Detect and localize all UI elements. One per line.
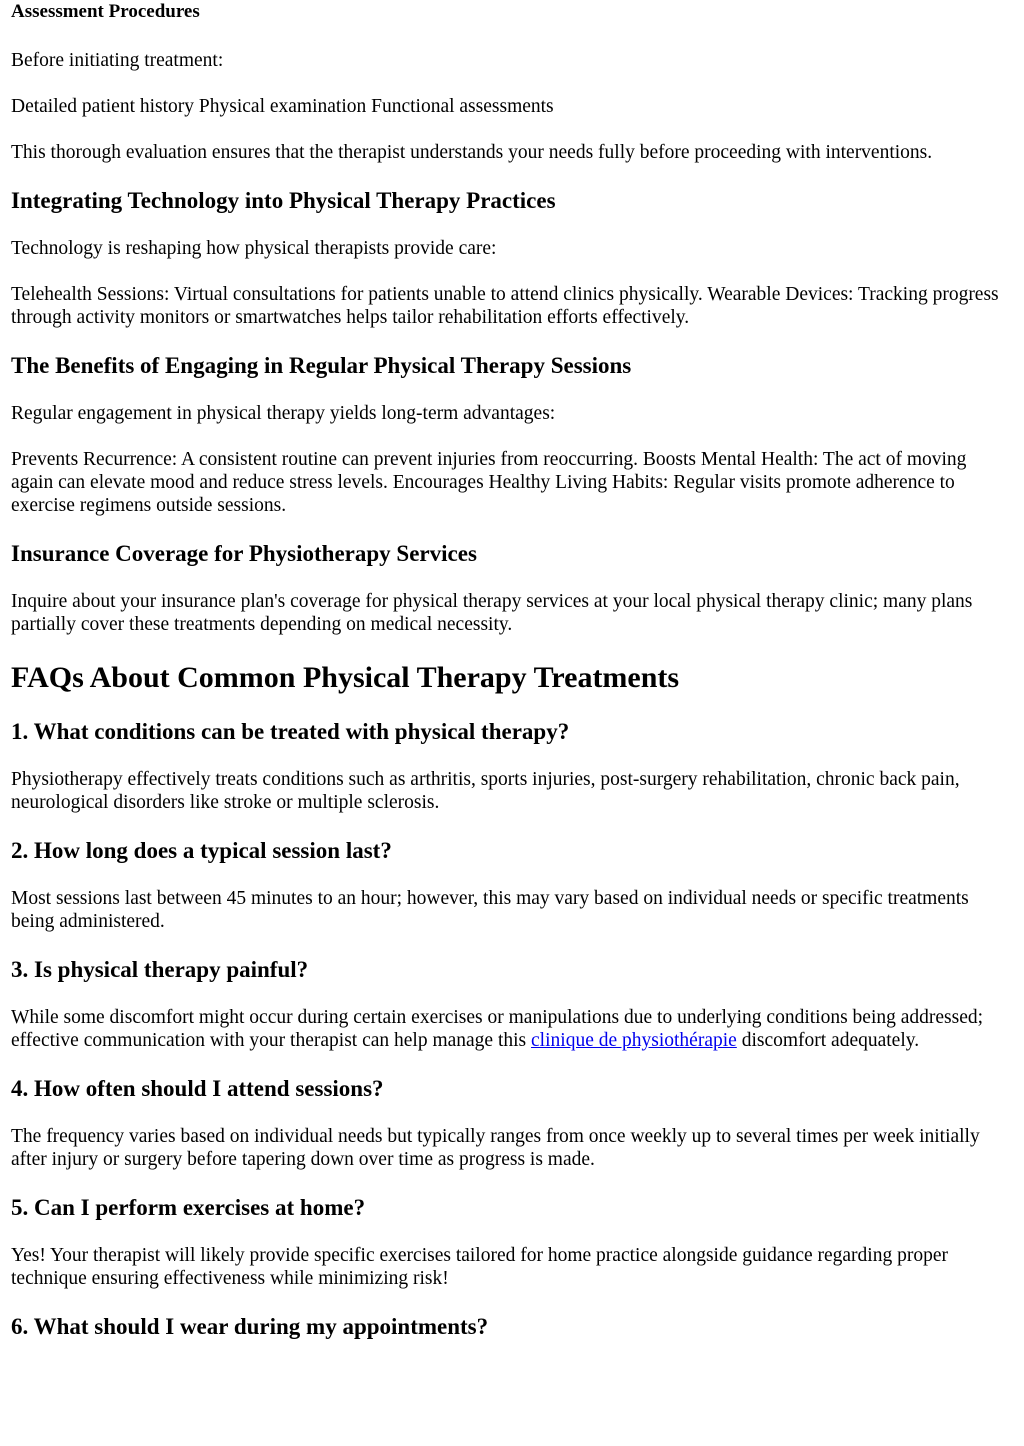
physiotherapy-clinic-link[interactable]: clinique de physiothérapie	[531, 1030, 737, 1051]
technology-body: Telehealth Sessions: Virtual consultations for patients unable to attend clinics physically. Wearable Devices: Tracking progress through activity monitors or smartwatches helps tailor rehabilitation efforts effectively.	[11, 284, 999, 328]
faq-heading: FAQs About Common Physical Therapy Treatments	[11, 661, 680, 694]
faq-question-2: 2. How long does a typical session last?	[11, 838, 392, 863]
assessment-heading: Assessment Procedures	[11, 1, 200, 22]
insurance-body: Inquire about your insurance plan's coverage for physical therapy services at your local physical therapy clinic; many plans partially cover these treatments depending on medical necessity.	[11, 591, 973, 635]
faq-answer-3-before: While some discomfort might occur during certain exercises or manipulations due to underlying conditions being addressed; effective communication with your therapist can help manage this	[11, 1007, 984, 1051]
faq-question-1: 1. What conditions can be treated with physical therapy?	[11, 719, 570, 744]
faq-question-4: 4. How often should I attend sessions?	[11, 1076, 384, 1101]
faq-answer-2: Most sessions last between 45 minutes to an hour; however, this may vary based on individual needs or specific treatments being administered.	[11, 888, 969, 932]
faq-answer-3	[11, 1006, 1013, 1052]
insurance-heading: Insurance Coverage for Physiotherapy Services	[11, 541, 477, 566]
faq-question-5: 5. Can I perform exercises at home?	[11, 1195, 366, 1220]
faq-answer-5: Yes! Your therapist will likely provide specific exercises tailored for home practice alongside guidance regarding proper technique ensuring effectiveness while minimizing risk!	[11, 1245, 948, 1289]
technology-intro: Technology is reshaping how physical therapists provide care:	[11, 238, 497, 259]
faq-answer-4: The frequency varies based on individual needs but typically ranges from once weekly up to several times per week initially after injury or surgery before tapering down over time as progress is made.	[11, 1126, 980, 1170]
assessment-items: Detailed patient history Physical examination Functional assessments	[11, 96, 554, 117]
benefits-heading: The Benefits of Engaging in Regular Physical Therapy Sessions	[11, 353, 632, 378]
assessment-intro: Before initiating treatment:	[11, 50, 224, 71]
faq-question-3: 3. Is physical therapy painful?	[11, 957, 309, 982]
technology-heading: Integrating Technology into Physical Therapy Practices	[11, 188, 556, 213]
faq-answer-3-after: discomfort adequately.	[736, 1030, 920, 1051]
faq-question-6: 6. What should I wear during my appointments?	[11, 1314, 489, 1339]
faq-answer-1: Physiotherapy effectively treats conditions such as arthritis, sports injuries, post-surgery rehabilitation, chronic back pain, neurological disorders like stroke or multiple sclerosis.	[11, 769, 960, 813]
assessment-summary: This thorough evaluation ensures that the therapist understands your needs fully before proceeding with interventions.	[11, 142, 933, 163]
benefits-body: Prevents Recurrence: A consistent routine can prevent injuries from reoccurring. Boosts Mental Health: The act of moving again can elevate mood and reduce stress levels. Encourages Healthy Living Habits: Regular visits promote adherence to exercise regimens outside sessions.	[11, 449, 967, 516]
benefits-intro: Regular engagement in physical therapy yields long-term advantages:	[11, 403, 556, 424]
